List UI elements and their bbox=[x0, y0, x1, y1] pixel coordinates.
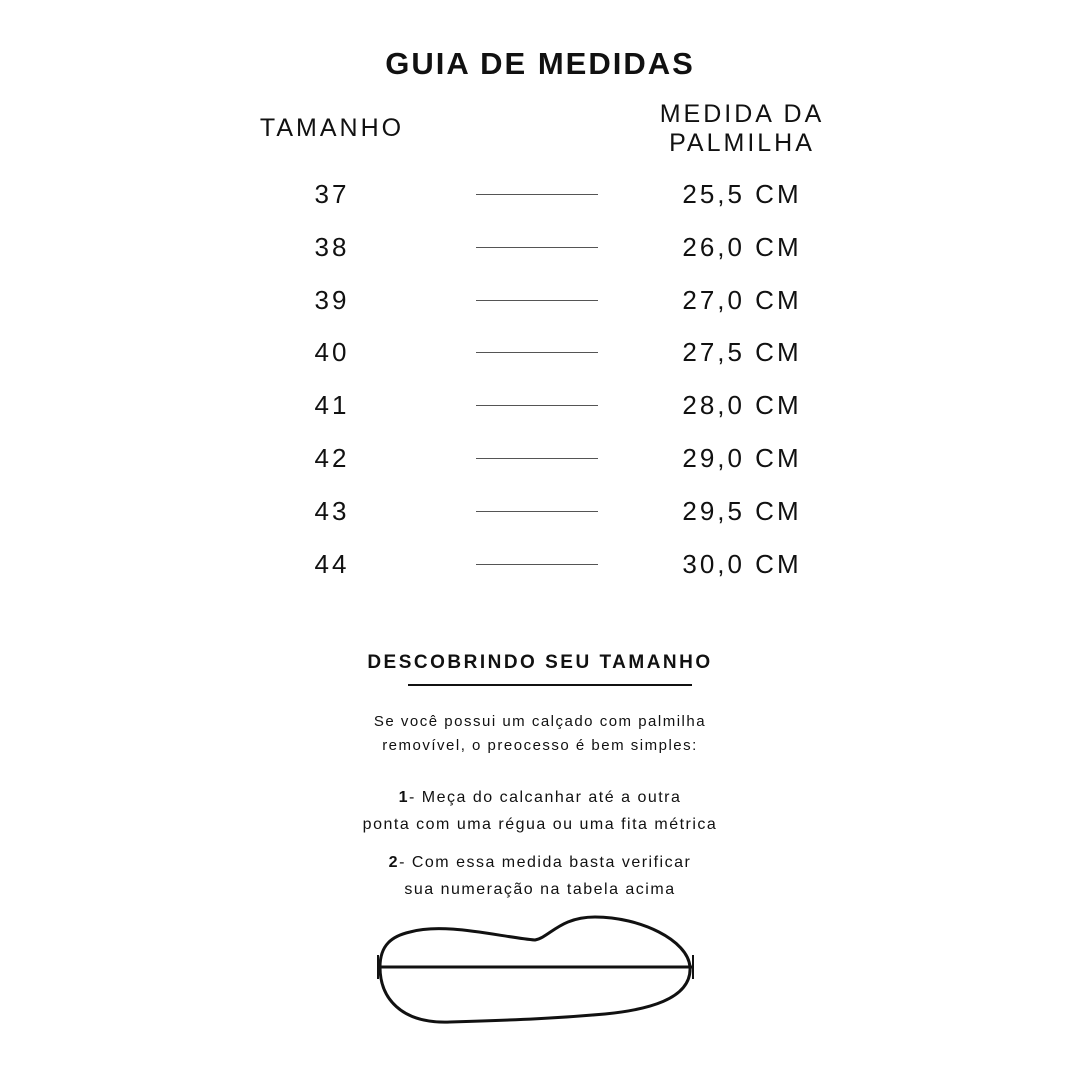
step-1-line2: ponta com uma régua ou uma fita métrica bbox=[362, 816, 718, 833]
insole-length-value: 28,0 CM bbox=[682, 390, 802, 420]
row-divider-line bbox=[476, 300, 598, 301]
guide-intro bbox=[0, 710, 1080, 758]
guide-title-underline bbox=[408, 684, 692, 686]
step-2-number: 2 bbox=[388, 854, 400, 871]
step-2-line1 bbox=[0, 849, 1080, 876]
size-row bbox=[0, 544, 1080, 584]
step-1-text: - Meça do calcanhar até a outra bbox=[409, 789, 682, 806]
insole-length-value: 30,0 CM bbox=[682, 549, 802, 579]
row-divider-line bbox=[476, 458, 598, 459]
guide-step-1 bbox=[0, 784, 1080, 838]
row-divider-line bbox=[476, 194, 598, 195]
insole-length-value: 27,5 CM bbox=[682, 337, 802, 367]
size-row bbox=[0, 227, 1080, 267]
measure-header-line2: PALMILHA bbox=[669, 129, 815, 157]
insole-length-value: 29,0 CM bbox=[682, 443, 802, 473]
insole-length-value: 26,0 CM bbox=[682, 232, 802, 262]
size-value: 38 bbox=[314, 232, 350, 262]
size-row bbox=[0, 280, 1080, 320]
size-value: 41 bbox=[314, 390, 350, 420]
size-value: 44 bbox=[314, 549, 350, 579]
size-value: 43 bbox=[314, 496, 350, 526]
size-value: 42 bbox=[314, 443, 350, 473]
guide-step-2 bbox=[0, 849, 1080, 903]
size-row bbox=[0, 491, 1080, 531]
size-value: 37 bbox=[314, 179, 350, 209]
measure-header-line1: MEDIDA DA bbox=[659, 100, 825, 128]
size-value: 40 bbox=[314, 337, 350, 367]
page-title: GUIA DE MEDIDAS bbox=[385, 46, 695, 81]
measure-column-header bbox=[622, 100, 862, 158]
size-row bbox=[0, 332, 1080, 372]
row-divider-line bbox=[476, 352, 598, 353]
insole-length-value: 27,0 CM bbox=[682, 285, 802, 315]
row-divider-line bbox=[476, 405, 598, 406]
size-column-header: TAMANHO bbox=[259, 114, 405, 142]
step-2-line2: sua numeração na tabela acima bbox=[404, 881, 676, 898]
step-2-text: - Com essa medida basta verificar bbox=[399, 854, 692, 871]
row-divider-line bbox=[476, 511, 598, 512]
guide-intro-line2: removível, o preocesso é bem simples: bbox=[382, 737, 698, 754]
guide-intro-line1: Se você possui um calçado com palmilha bbox=[373, 713, 707, 730]
size-row bbox=[0, 174, 1080, 214]
size-row bbox=[0, 385, 1080, 425]
insole-length-value: 25,5 CM bbox=[682, 179, 802, 209]
guide-title: DESCOBRINDO SEU TAMANHO bbox=[367, 652, 713, 673]
insole-outline bbox=[380, 917, 690, 1022]
row-divider-line bbox=[476, 564, 598, 565]
size-value: 39 bbox=[314, 285, 350, 315]
step-1-line1 bbox=[0, 784, 1080, 811]
step-1-number: 1 bbox=[398, 789, 409, 806]
insole-length-value: 29,5 CM bbox=[682, 496, 802, 526]
size-row bbox=[0, 438, 1080, 478]
insole-outline-icon bbox=[370, 912, 702, 1032]
row-divider-line bbox=[476, 247, 598, 248]
